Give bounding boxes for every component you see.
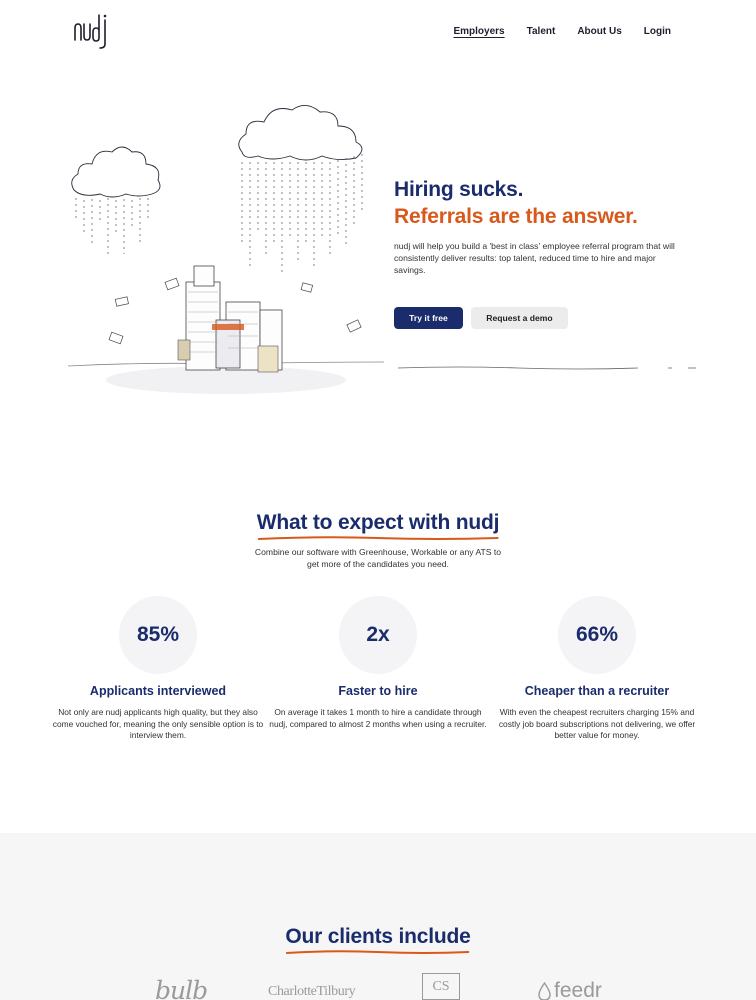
- stat-faster-to-hire: [263, 596, 493, 730]
- hero-section: [394, 176, 694, 329]
- stat-value: 66%: [558, 596, 636, 674]
- try-it-free-button[interactable]: Try it free: [394, 307, 463, 329]
- stat-value: 85%: [119, 596, 197, 674]
- stat-cheaper-than-recruiter: [482, 596, 712, 742]
- hero-illustration: [66, 96, 386, 406]
- hero-title-line-2: Referrals are the answer.: [394, 205, 638, 228]
- clients-title-wrap: [0, 925, 756, 949]
- hero-divider-line: [398, 366, 698, 370]
- feedr-drop-icon: [538, 982, 551, 1000]
- hero-buttons: [394, 307, 694, 329]
- nav-employers[interactable]: Employers: [453, 26, 505, 37]
- nav-login[interactable]: Login: [643, 26, 671, 37]
- nav-talent[interactable]: Talent: [526, 26, 556, 37]
- hero-title-line-1: Hiring sucks.: [394, 178, 524, 201]
- client-logo-charlotte-tilbury: CharlotteTilbury: [268, 984, 356, 999]
- stat-value: 2x: [339, 596, 417, 674]
- stat-description: With even the cheapest recruiters charging 15% and costly job board subscriptions not delivering, we offer better value for money.: [498, 707, 696, 740]
- client-logo-bulb: bulb: [155, 976, 208, 1000]
- expect-title-wrap: [0, 511, 756, 535]
- expect-title: What to expect with nudj: [257, 511, 500, 535]
- client-logo-cs: CS: [422, 973, 460, 1000]
- nudj-logo[interactable]: [72, 10, 112, 52]
- nav-menu: [453, 26, 671, 37]
- clients-section: [0, 833, 756, 1000]
- hero-description: nudj will help you build a 'best in class' employee referral program that will consistently deliver results: top talent, reduced time to hire and major savings.: [394, 241, 675, 275]
- title-underline: [285, 949, 470, 955]
- expect-subtitle: Combine our software with Greenhouse, Workable or any ATS to get more of the candidates you need.: [254, 547, 502, 569]
- stat-applicants-interviewed: [43, 596, 273, 742]
- nav-about-us[interactable]: About Us: [577, 26, 622, 37]
- stat-title: Faster to hire: [338, 684, 418, 698]
- stat-description: Not only are nudj applicants high quality, but they also come vouched for, meaning the only sensible option is to interview them.: [52, 707, 264, 740]
- request-demo-button[interactable]: Request a demo: [471, 307, 568, 329]
- stat-description: On average it takes 1 month to hire a candidate through nudj, compared to almost 2 months when using a recruiter.: [269, 707, 487, 729]
- clients-title: Our clients include: [285, 925, 470, 949]
- client-logo-feedr: feedr: [538, 979, 602, 1000]
- top-nav: [0, 0, 756, 70]
- stat-title: Cheaper than a recruiter: [524, 684, 670, 698]
- stat-title: Applicants interviewed: [89, 684, 227, 698]
- title-underline: [257, 535, 500, 541]
